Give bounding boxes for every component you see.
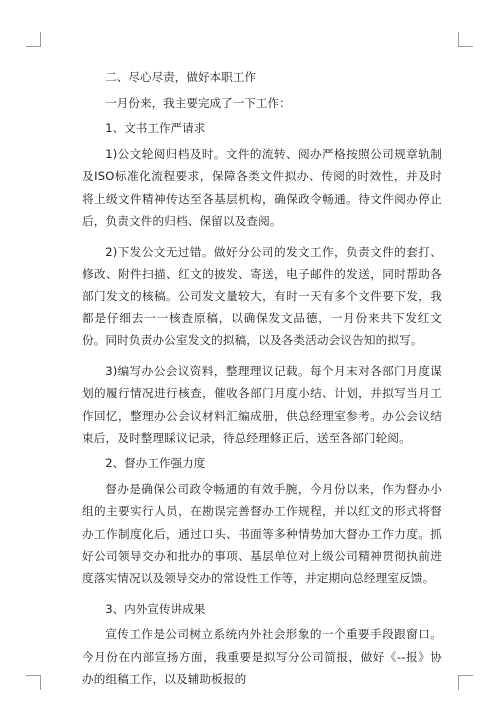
- crop-mark-top-right: [458, 32, 473, 47]
- subsection-title-1: 1、文书工作严请求: [105, 121, 206, 136]
- section-title: 二、尽心尽责，做好本职工作: [105, 70, 256, 84]
- crop-mark-top-left: [26, 32, 41, 47]
- subsection-title-2: 2、督办工作强力度: [105, 456, 206, 471]
- document-body: [82, 66, 442, 690]
- intro-line: 一月份来，我主要完成了一下工作：: [105, 95, 291, 110]
- crop-mark-bottom-left: [26, 675, 41, 690]
- crop-mark-bottom-right: [458, 675, 473, 690]
- paragraph-4: 督办是确保公司政令畅通的有效手腕，今月份以来，作为督办小组的主要实行人员，在勘误完善督办工作规程，并以红文的形式将督办工作制度化后，通过口头、书面等多种情势加大督办工作力度。抓好公司领导交办和批办的事项、基层单位对上级公司精神贯彻执前进度落实情况以及领导交办的常设性工作等，并定期向总经理室反馈。: [82, 482, 442, 585]
- subsection-title-3: 3、内外宣传讲成果: [105, 601, 206, 616]
- paragraph-2: 2)下发公文无过错。做好分公司的发文工作，负责文件的套打、修改、附件扫描、红文的披发、寄送，电子邮件的发送，同时帮助各部门发文的核稿。公司发文量较大，有时一天有多个文件要下发，我都是仔细去一一核查原稿，以确保发文品德，一月份来共下发红文份。同时负责办公室发文的拟稿，以及各类活动会议告知的拟写。: [82, 244, 442, 348]
- paragraph-5: 宣传工作是公司树立系统内外社会形象的一个重要手段跟窗口。今月份在内部宣扬方面，我重要是拟写分公司简报，做好《--报》协办的组稿工作，以及辅助板报的: [82, 627, 442, 686]
- paragraph-3: 3)编写办公会议资料，整理理议记载。每个月末对各部门月度谋划的履行情况进行核查，催收各部门月度小结、计划，并拟写当月工作回忆，整理办公会议材料汇编成册，供总经理室参考。办公会议结束后，及时整理睬议记录，待总经理修正后，送至各部门轮阅。: [82, 364, 442, 445]
- paragraph-1: 1)公文轮阅归档及时。文件的流转、阅办严格按照公司规章轨制及ISO标准化流程要求，保障各类文件拟办、传阅的时效性，并及时将上级文件精神传达至各基层机构，确保政令畅通。待文件阅办停止后，负责文件的归档、保留以及查阅。: [82, 147, 442, 228]
